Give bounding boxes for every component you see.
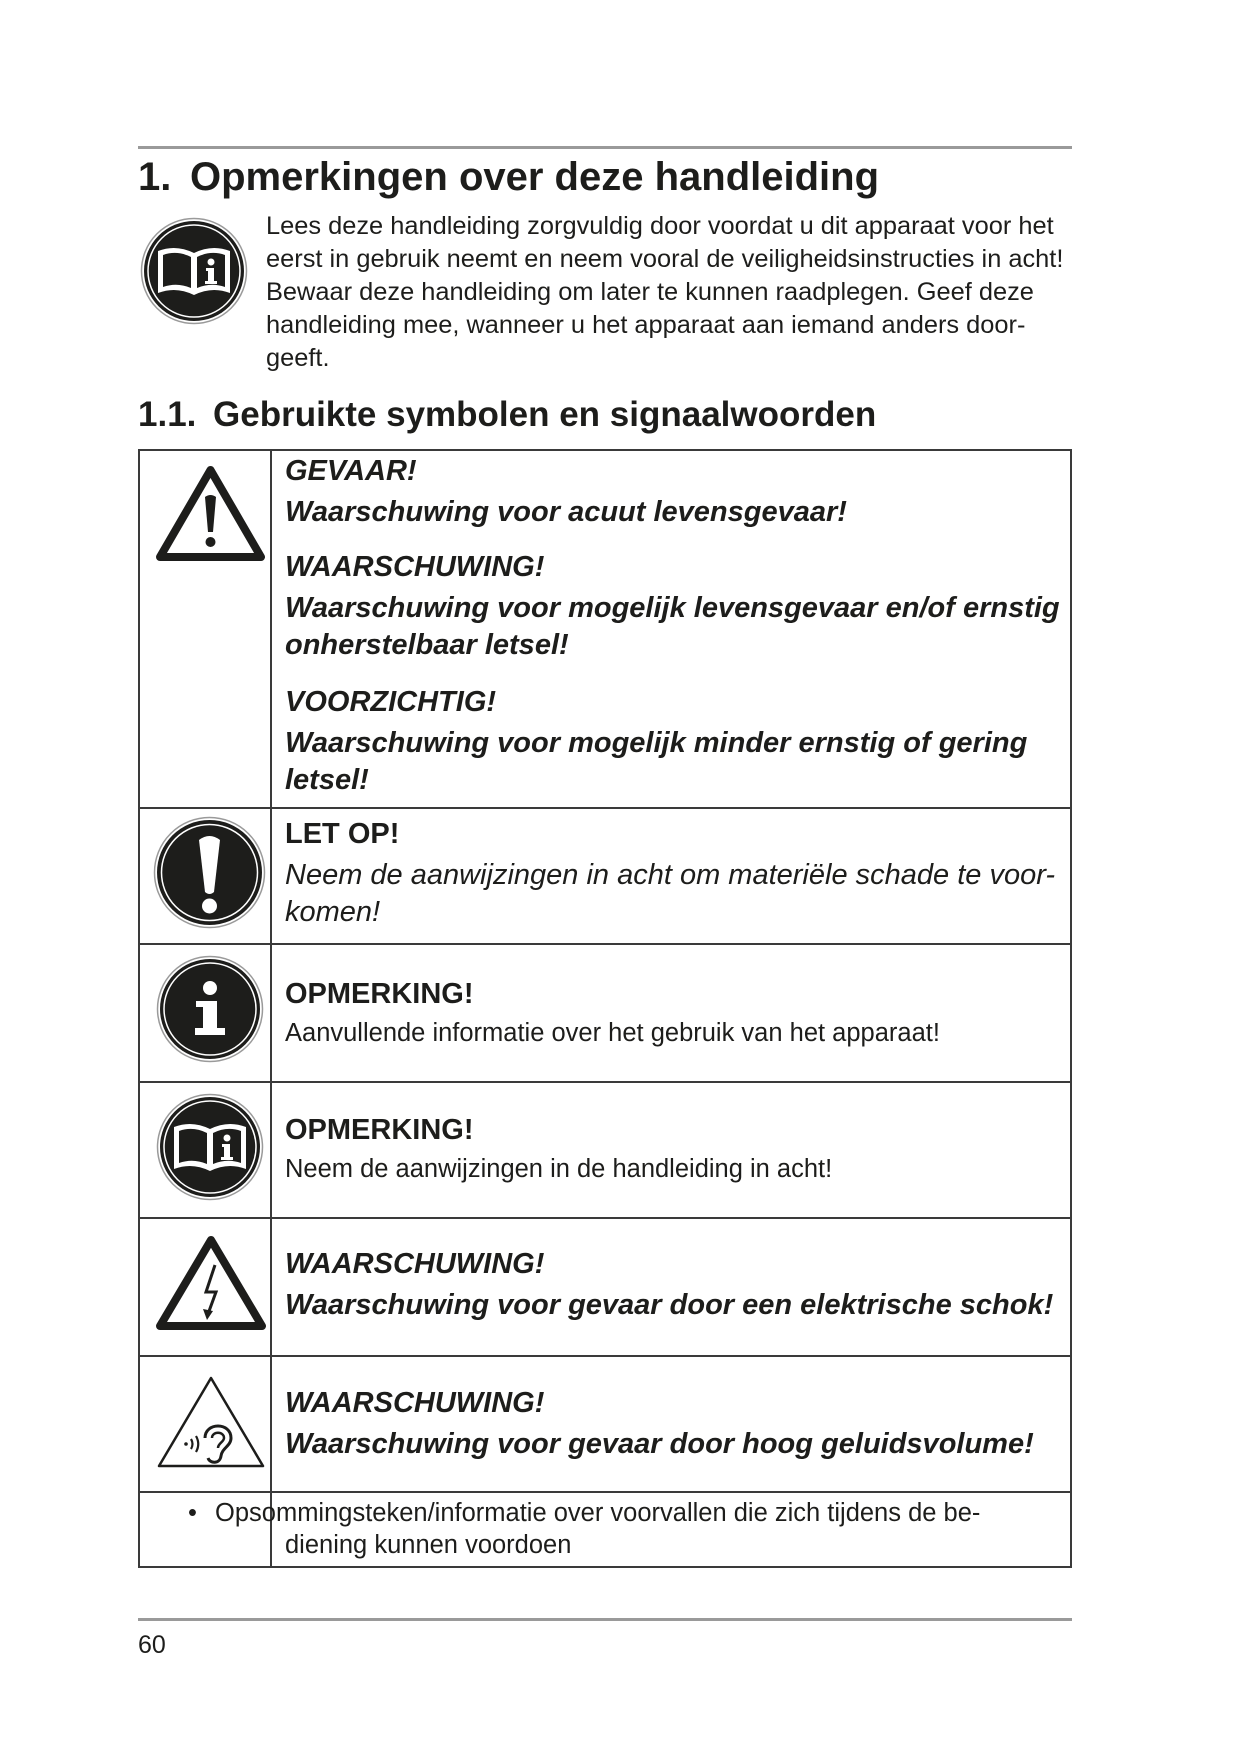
- section-number: 1.: [138, 155, 172, 199]
- signal-entry: [285, 1383, 1034, 1463]
- signal-word: GEVAAR!: [285, 455, 417, 487]
- page-number: 60: [138, 1631, 166, 1659]
- signal-entry: [285, 1244, 1053, 1324]
- signal-description-line: onherstelbaar letsel!: [285, 629, 569, 661]
- subsection-title: Gebruikte symbolen en signaalwoorden: [213, 395, 877, 434]
- table-row: [140, 1491, 1070, 1566]
- signal-word: VOORZICHTIG!: [285, 686, 497, 718]
- signal-description-line: Waarschuwing voor acuut levensgevaar!: [285, 496, 847, 528]
- top-rule: [138, 146, 1072, 149]
- signal-description-line: Waarschuwing voor mogelijk minder ernstig of gering: [285, 727, 1028, 759]
- signal-word: WAARSCHUWING!: [285, 1248, 545, 1280]
- table-row: [140, 1217, 1070, 1355]
- bullet-text-line: Opsommingsteken/informatie over voorvallen die zich tijdens de be-: [215, 1499, 981, 1527]
- info-circle-icon: [156, 955, 264, 1063]
- intro-line: handleiding mee, wanneer u het apparaat aan iemand anders door-: [266, 311, 1026, 339]
- high-volume-ear-triangle-icon: [155, 1374, 267, 1470]
- manual-book-info-icon: [140, 217, 248, 325]
- signal-word: WAARSCHUWING!: [285, 1387, 545, 1419]
- table-row: [140, 451, 1070, 807]
- bullet-symbol: •: [188, 1499, 197, 1527]
- section-title: Opmerkingen over deze handleiding: [190, 155, 880, 199]
- signal-entry: [285, 682, 1027, 799]
- exclamation-circle-icon: [153, 816, 266, 929]
- bottom-rule: [138, 1618, 1072, 1621]
- signal-description-line: Waarschuwing voor gevaar door een elektrische schok!: [285, 1289, 1054, 1321]
- signal-entry: [285, 814, 1055, 931]
- table-row: [140, 1081, 1070, 1217]
- warning-triangle-icon: [155, 465, 266, 562]
- signal-word: WAARSCHUWING!: [285, 551, 545, 583]
- signal-description-line: komen!: [285, 896, 381, 928]
- signal-description-line: Waarschuwing voor gevaar door hoog geluidsvolume!: [285, 1428, 1034, 1460]
- signal-entry: [285, 451, 847, 531]
- signal-description-line: Neem de aanwijzingen in de handleiding in acht!: [285, 1155, 833, 1183]
- table-row: [140, 943, 1070, 1081]
- signal-description-line: Waarschuwing voor mogelijk levensgevaar en/of ernstig: [285, 592, 1060, 624]
- intro-line: Lees deze handleiding zorgvuldig door voordat u dit apparaat voor het: [266, 212, 1054, 240]
- intro-paragraph: [266, 210, 1063, 375]
- signal-word: OPMERKING!: [285, 1114, 474, 1146]
- signal-description-line: Aanvullende informatie over het gebruik van het apparaat!: [285, 1019, 940, 1047]
- signal-description-line: letsel!: [285, 764, 369, 796]
- signal-entry: [285, 1110, 832, 1185]
- table-row: [140, 1355, 1070, 1491]
- signal-word: OPMERKING!: [285, 978, 474, 1010]
- signal-entry: [285, 547, 1060, 664]
- signal-word: LET OP!: [285, 818, 400, 850]
- intro-line: Bewaar deze handleiding om later te kunnen raadplegen. Geef deze: [266, 278, 1034, 306]
- signal-entry: [285, 974, 940, 1049]
- symbols-table: [138, 449, 1072, 1568]
- bullet-text-line: diening kunnen voordoen: [285, 1531, 572, 1559]
- electric-shock-triangle-icon: [155, 1235, 267, 1331]
- manual-book-info-icon: [156, 1093, 264, 1201]
- table-row: [140, 807, 1070, 943]
- signal-description-line: Neem de aanwijzingen in acht om materiële schade te voor-: [285, 859, 1055, 891]
- subsection-number: 1.1.: [138, 395, 197, 434]
- intro-line: eerst in gebruik neemt en neem vooral de veiligheidsinstructies in acht!: [266, 245, 1064, 273]
- intro-line: geeft.: [266, 344, 330, 372]
